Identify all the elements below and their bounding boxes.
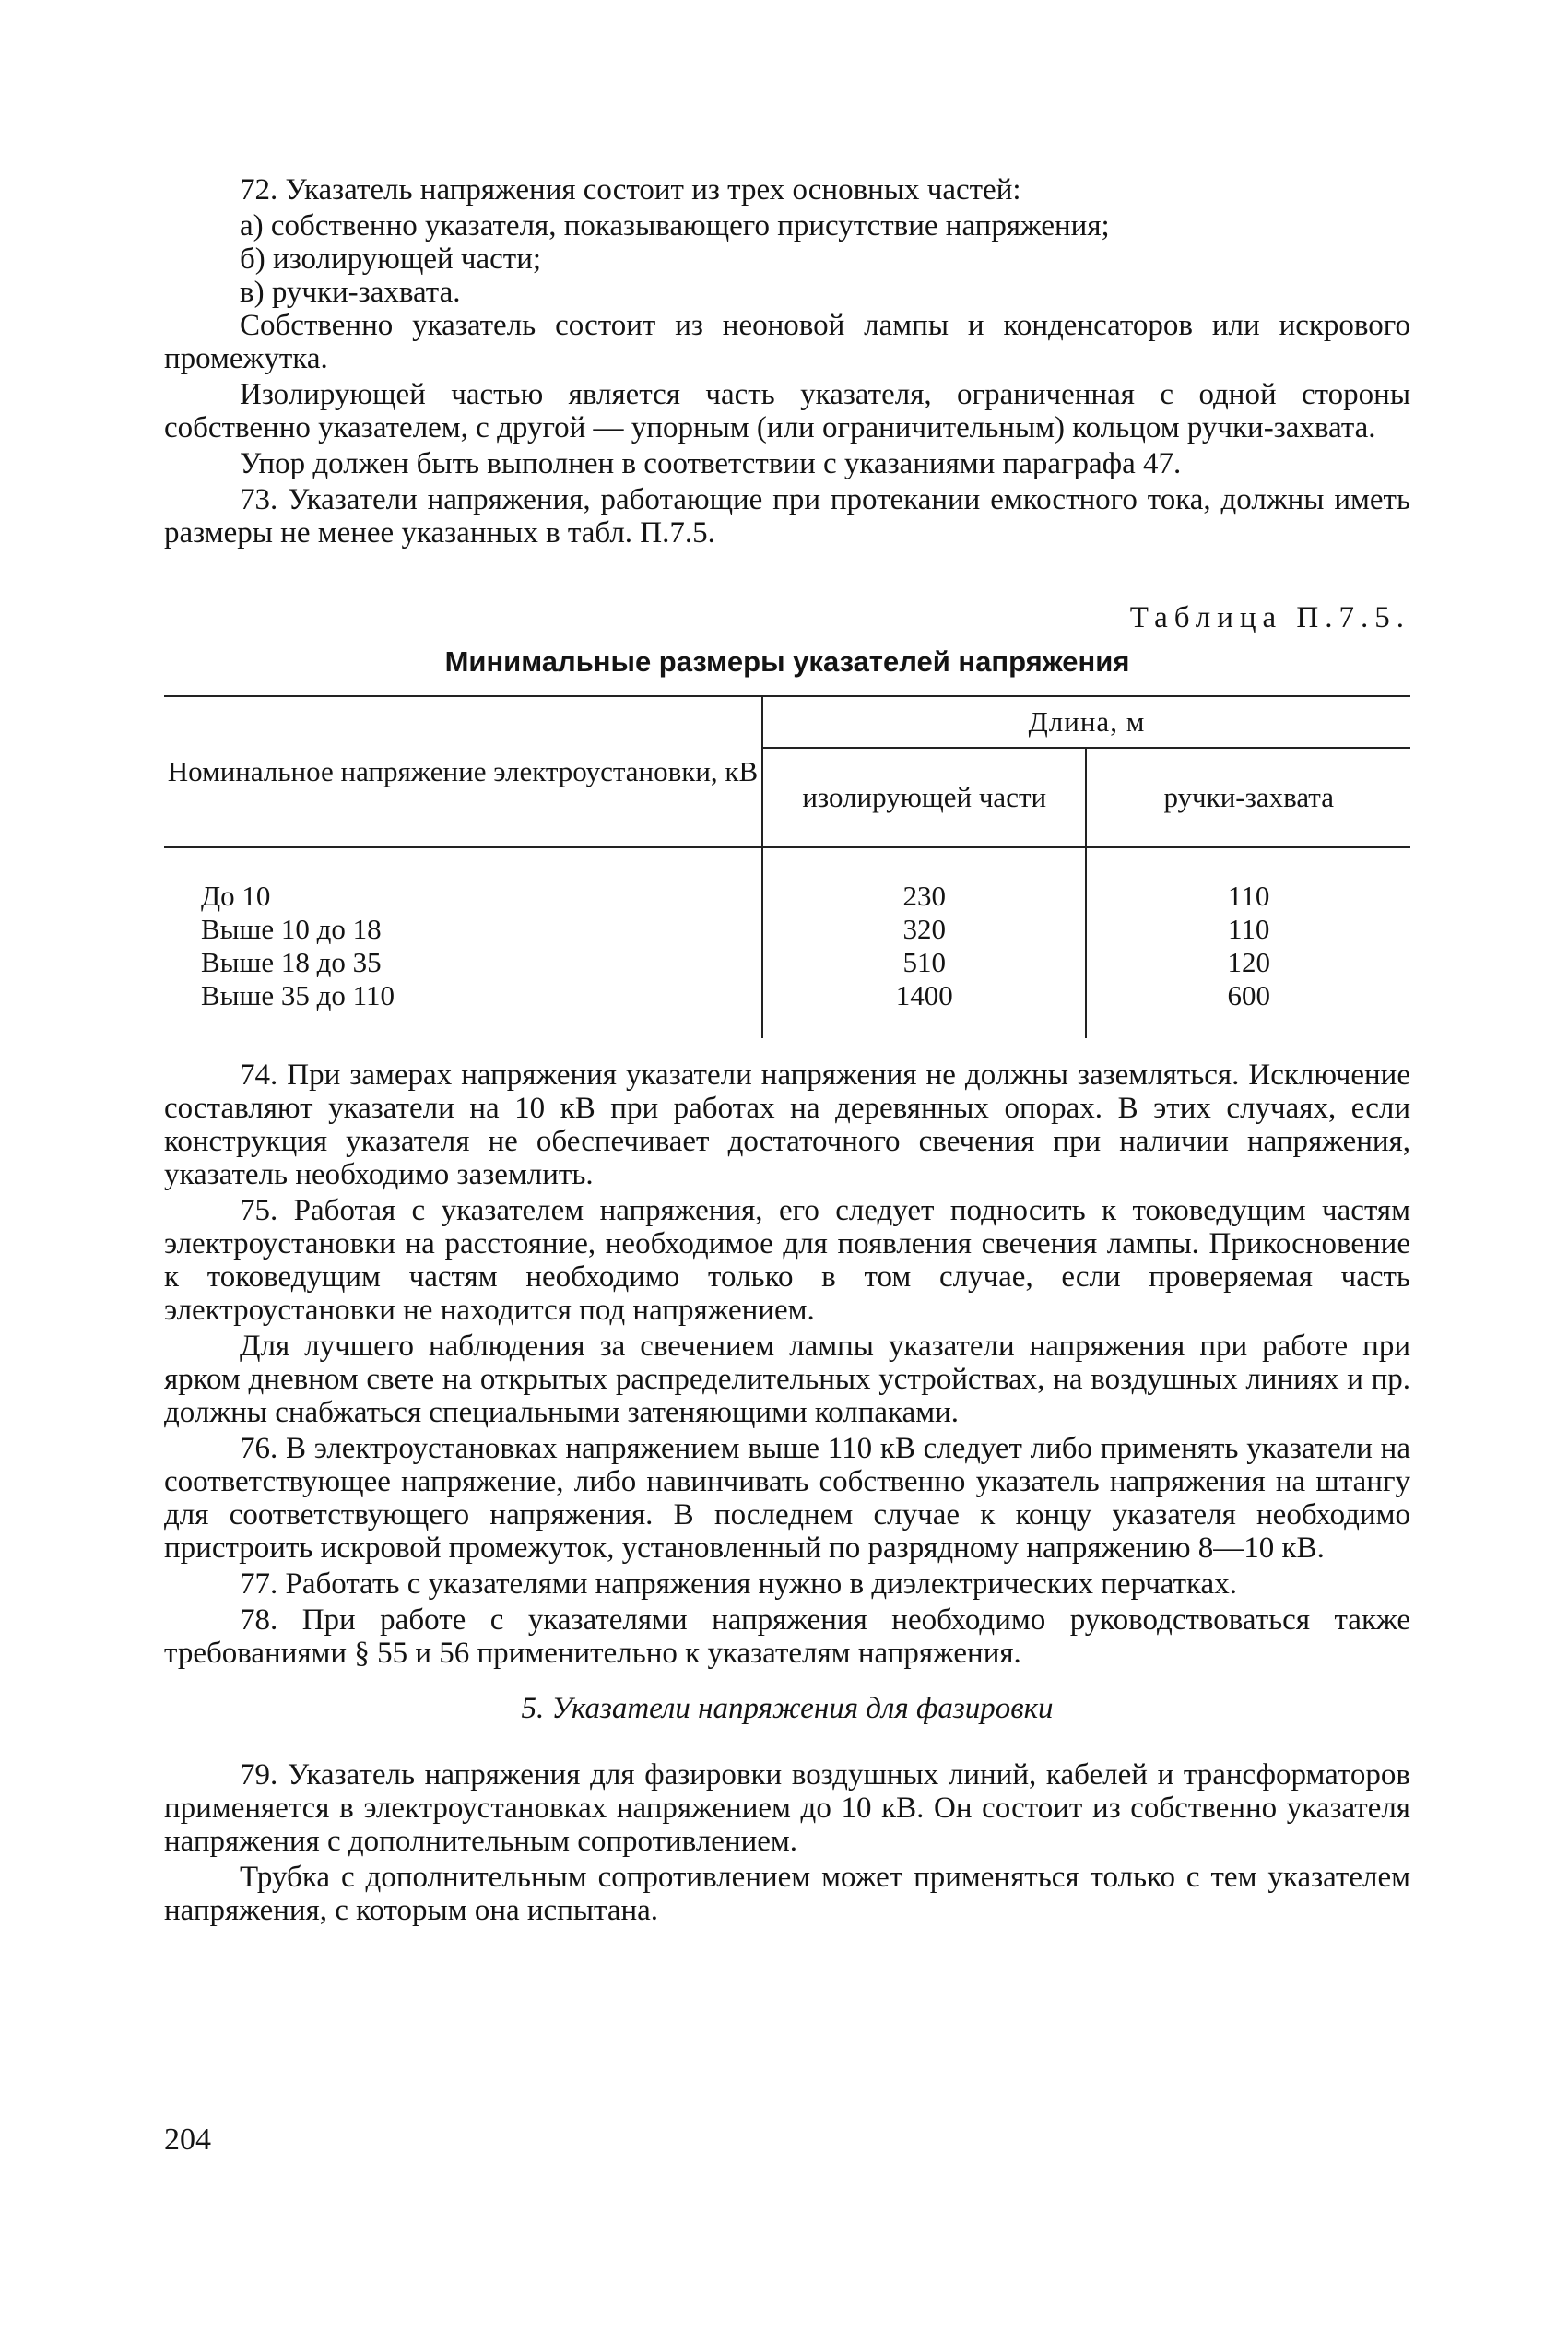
table-row	[164, 847, 1410, 913]
handle-length-cell: 110	[1086, 847, 1410, 913]
paragraph-76: 76. В электроустановках напряжением выше 110 кВ следует либо применять указатели на соответствующее напряжение, либо навинчивать собственно указатель напряжения на штангу для соответствующего напряжения. В последнем случае к концу указателя необходимо пристроить искровой промежуток, установленный по разрядному напряжению 8—10 кВ.	[164, 1432, 1410, 1565]
table-row	[164, 946, 1410, 979]
paragraph-79-tube: Трубка с дополнительным сопротивлением может применяться только с тем указателем напряжения, с которым она испытана.	[164, 1861, 1410, 1927]
insulating-length-cell: 510	[762, 946, 1087, 979]
voltage-cell: До 10	[201, 880, 271, 912]
table-row	[164, 913, 1410, 946]
list-item-a: а) собственно указателя, показывающего присутствие напряжения;	[240, 209, 1110, 242]
paragraph-79: 79. Указатель напряжения для фазировки воздушных линий, кабелей и трансформаторов применяется в электроустановках напряжением до 10 кВ. Он состоит из собственно указателя напряжения с дополнительным сопротивлением.	[164, 1758, 1410, 1858]
paragraph-75: 75. Работая с указателем напряжения, его следует подносить к токоведущим частям электроустановки на расстояние, необходимое для появления свечения лампы. Прикосновение к токоведущим частям необходимо только в том случае, если проверяемая часть электроустановки не находится под напряжением.	[164, 1194, 1410, 1327]
voltage-cell: Выше 10 до 18	[201, 913, 382, 945]
header-handle: ручки-захвата	[1086, 748, 1410, 847]
handle-length-cell: 110	[1086, 913, 1410, 946]
paragraph-72-insulating: Изолирующей частью является часть указателя, ограниченная с одной стороны собственно указателем, с другой — упорным (или ограничительным) кольцом ручки-захвата.	[164, 378, 1410, 444]
paragraph-72-stop: Упор должен быть выполнен в соответствии с указаниями параграфа 47.	[240, 447, 1182, 480]
voltage-cell: Выше 18 до 35	[201, 946, 382, 978]
handle-length-cell: 120	[1086, 946, 1410, 979]
table-label: Таблица П.7.5.	[1129, 601, 1410, 634]
insulating-length-cell: 1400	[762, 979, 1087, 1038]
paragraph-78: 78. При работе с указателями напряжения необходимо руководствоваться также требованиями § 55 и 56 применительно к указателям напряжения.	[164, 1603, 1410, 1670]
page-number: 204	[164, 2123, 211, 2157]
paragraph-75-shading: Для лучшего наблюдения за свечением лампы указатели напряжения при работе при ярком дневном свете на открытых распределительных устройствах, на воздушных линиях и пр. должны снабжаться специальными затеняющими колпаками.	[164, 1330, 1410, 1429]
dimensions-table	[164, 695, 1410, 1038]
list-item-b: б) изолирующей части;	[240, 242, 542, 276]
header-nominal-voltage: Номинальное напряжение электроустановки, кВ	[164, 696, 762, 847]
paragraph-77: 77. Работать с указателями напряжения нужно в диэлектрических перчатках.	[240, 1567, 1237, 1601]
header-insulating-part: изолирующей части	[762, 748, 1087, 847]
section-title: 5. Указатели напряжения для фазировки	[521, 1692, 1054, 1725]
insulating-length-cell: 320	[762, 913, 1087, 946]
paragraph-74: 74. При замерах напряжения указатели напряжения не должны заземляться. Исключение составляют указатели на 10 кВ при работах на деревянных опорах. В этих случаях, если конструкция указателя не обеспечивает достаточного свечения при наличии напряжения, указатель необходимо заземлить.	[164, 1059, 1410, 1191]
paragraph-72-indicator: Собственно указатель состоит из неоновой лампы и конденсаторов или искрового промежутка.	[164, 309, 1410, 375]
table-title: Минимальные размеры указателей напряжения	[444, 645, 1130, 678]
table-row	[164, 979, 1410, 1038]
voltage-cell: Выше 35 до 110	[201, 979, 395, 1011]
insulating-length-cell: 230	[762, 847, 1087, 913]
page-content	[164, 173, 1410, 1930]
handle-length-cell: 600	[1086, 979, 1410, 1038]
header-length: Длина, м	[762, 696, 1410, 748]
paragraph-73: 73. Указатели напряжения, работающие при протекании емкостного тока, должны иметь размеры не менее указанных в табл. П.7.5.	[164, 483, 1410, 550]
paragraph-72-intro: 72. Указатель напряжения состоит из трех основных частей:	[240, 173, 1021, 207]
list-item-c: в) ручки-захвата.	[240, 276, 461, 309]
body-text	[164, 1059, 1410, 1670]
